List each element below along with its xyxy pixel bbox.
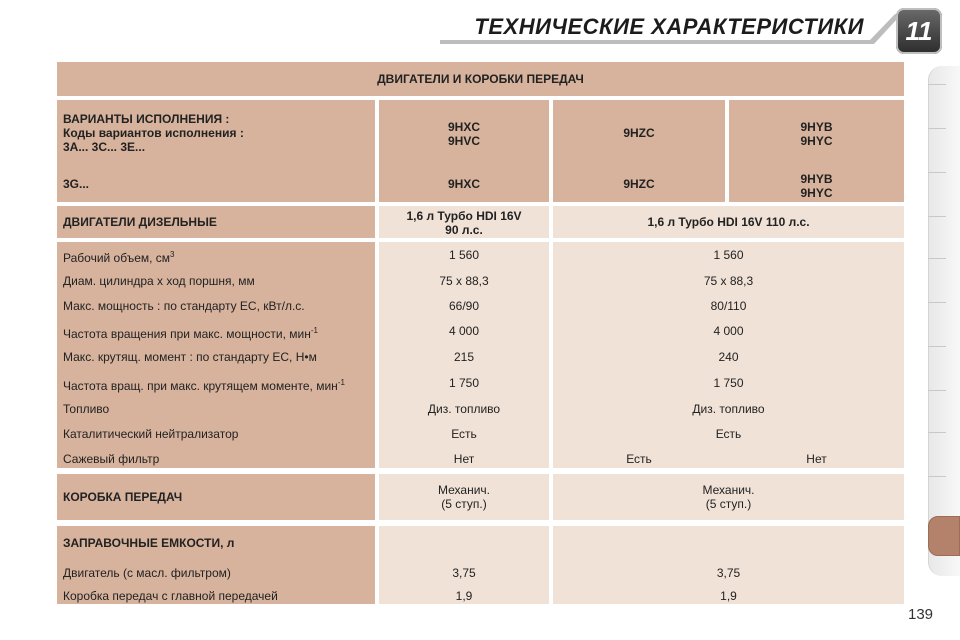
tab-divider — [928, 302, 946, 303]
spec-value: 4 000 — [713, 324, 744, 338]
tab-divider — [928, 258, 946, 259]
spec-row — [57, 324, 904, 341]
spec-value: Есть — [715, 427, 742, 441]
spec-value: 75 x 88,3 — [439, 274, 489, 288]
spec-value: 80/110 — [710, 299, 747, 313]
gearbox-value-col1: Механич. (5 ступ.) — [379, 474, 549, 520]
spec-label: Диам. цилиндра х ход поршня, мм — [63, 274, 255, 288]
tab-divider — [928, 346, 946, 347]
tab-divider — [928, 216, 946, 217]
page-number: 139 — [908, 606, 934, 623]
spec-value: Диз. топливо — [692, 402, 765, 416]
spec-value: 66/90 — [448, 299, 480, 313]
variants-heading: ВАРИАНТЫ ИСПОЛНЕНИЯ : Коды вариантов исполнения : 3А... 3С... 3Е... 3G... — [57, 100, 375, 202]
capacities-labels: ЗАПРАВОЧНЫЕ ЕМКОСТИ, л Двигатель (с масл. фильтром) Коробка передач с главной передачей — [57, 526, 375, 604]
spec-row — [57, 427, 904, 441]
engine1-heading: 1,6 л Турбо HDI 16V 90 л.с. — [379, 206, 549, 238]
spec-label: Макс. крутящ. момент : по стандарту ЕС, Н•м — [63, 350, 317, 364]
spec-value: 1 560 — [713, 248, 744, 262]
spec-label: Частота вращ. при макс. крутящем моменте, мин$^{-1}$ — [63, 378, 345, 393]
spec-value: 215 — [453, 350, 475, 364]
chapter-tab-strip — [928, 66, 960, 576]
spec-label: Топливо — [63, 402, 110, 416]
variant-code-col3: 9HYB 9HYC 9HYB 9HYC — [729, 100, 904, 202]
spec-row — [57, 248, 904, 265]
spec-value: 240 — [718, 350, 739, 364]
capacities-col2: 3,75 1,9 — [553, 526, 904, 604]
tab-divider — [928, 128, 946, 129]
chapter-number-badge: 11 — [896, 8, 942, 54]
tab-divider — [928, 84, 946, 85]
capacities-col1: 3,75 1,9 — [379, 526, 549, 604]
spec-value: 1 750 — [448, 376, 480, 390]
spec-label: Рабочий объем, $см^3$ — [63, 250, 175, 265]
variant-code-col2: 9HZC 9HZC — [553, 100, 725, 202]
spec-label: Частота вращения при макс. мощности, мин$^{-1}$ — [63, 326, 318, 341]
diesel-heading: ДВИГАТЕЛИ ДИЗЕЛЬНЫЕ — [57, 206, 375, 238]
variant-code-col1: 9HXC 9HVC 9HXC — [379, 100, 549, 202]
spec-row — [57, 350, 904, 364]
spec-row-filter — [57, 452, 904, 466]
spec-value: Есть — [451, 427, 477, 441]
spec-value: 75 x 88,3 — [703, 274, 754, 288]
spec-label: Макс. мощность : по стандарту ЕС, кВт/л.с. — [63, 299, 305, 313]
spec-value: 1 750 — [713, 376, 744, 390]
spec-value: Есть — [626, 452, 652, 466]
spec-value: Диз. топливо — [427, 402, 501, 416]
spec-value: Нет — [453, 452, 475, 466]
engine2-heading: 1,6 л Турбо HDI 16V 110 л.с. — [553, 206, 904, 238]
spec-label: Сажевый фильтр — [63, 452, 160, 466]
spec-label: Каталитический нейтрализатор — [63, 427, 239, 441]
page-title: ТЕХНИЧЕСКИЕ ХАРАКТЕРИСТИКИ — [474, 14, 864, 39]
spec-row — [57, 299, 904, 313]
spec-value: 1 560 — [448, 248, 480, 262]
gearbox-heading: КОРОБКА ПЕРЕДАЧ — [57, 474, 375, 520]
gearbox-value-col2: Механич. (5 ступ.) — [553, 474, 904, 520]
tab-divider — [928, 432, 946, 433]
spec-row — [57, 402, 904, 416]
spec-value: 4 000 — [448, 324, 480, 338]
tab-divider — [928, 390, 946, 391]
tab-divider — [928, 476, 946, 477]
spec-row — [57, 274, 904, 288]
tab-divider — [928, 172, 946, 173]
active-chapter-tab[interactable] — [928, 516, 960, 556]
spec-row — [57, 376, 904, 393]
spec-value: Нет — [806, 452, 827, 466]
table-title: ДВИГАТЕЛИ И КОРОБКИ ПЕРЕДАЧ — [57, 62, 904, 96]
